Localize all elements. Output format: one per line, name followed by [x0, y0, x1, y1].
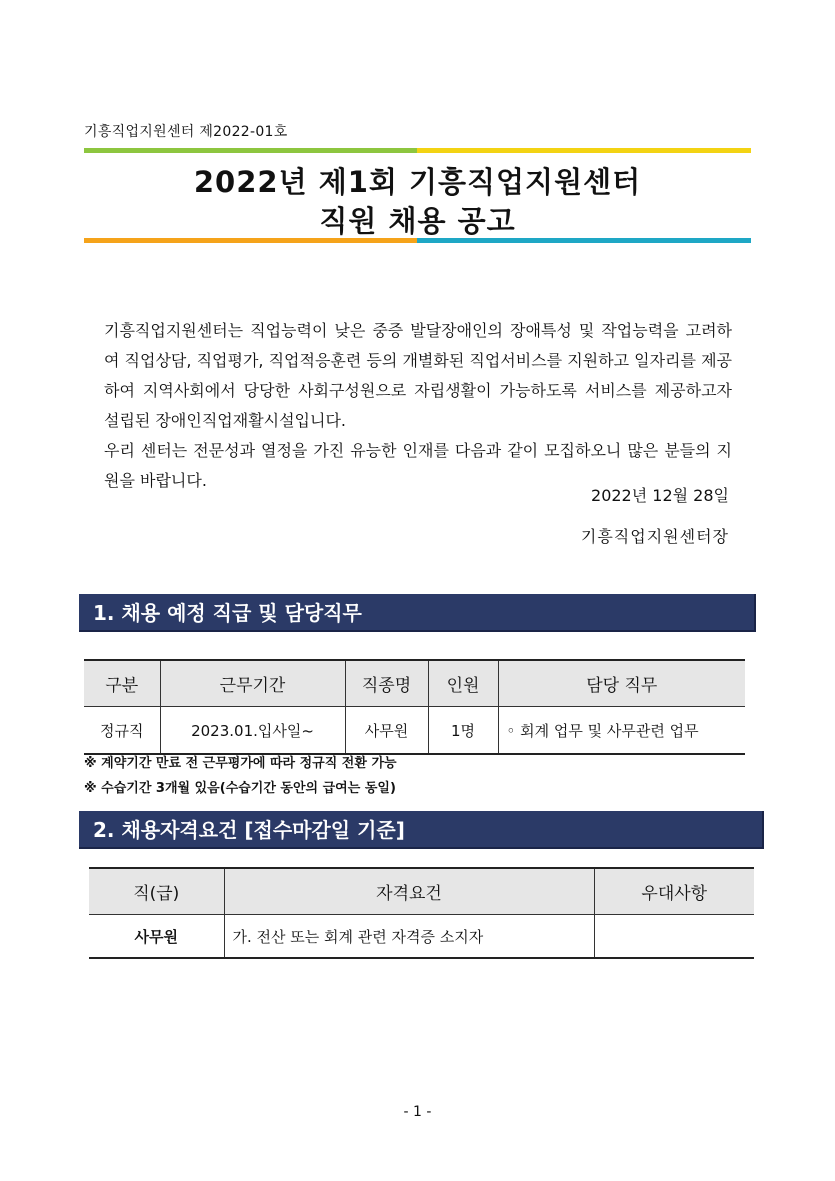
header-requirements: 자격요건: [224, 868, 594, 915]
header-category: 구분: [84, 660, 160, 707]
header-job-title: 직종명: [345, 660, 428, 707]
bottom-bar-orange: [84, 238, 417, 243]
cell-headcount: 1명: [428, 707, 498, 755]
note-conversion: ※ 계약기간 만료 전 근무평가에 따라 정규직 전환 가능: [84, 756, 397, 771]
note-probation: ※ 수습기간 3개월 있음(수습기간 동안의 급여는 동일): [84, 781, 396, 796]
positions-table: [84, 659, 745, 755]
table-header-row: [89, 868, 754, 915]
page-number: - 1 -: [403, 1104, 432, 1120]
top-bar-green: [84, 148, 417, 153]
cell-job-title: 사무원: [345, 707, 428, 755]
announcement-date: 2022년 12월 28일: [591, 486, 729, 505]
header-period: 근무기간: [160, 660, 345, 707]
header-grade: 직(급): [89, 868, 224, 915]
document-number: 기흥직업지원센터 제2022-01호: [84, 124, 288, 140]
table-header-row: [84, 660, 745, 707]
section1-heading: 1. 채용 예정 직급 및 담당직무: [79, 594, 756, 632]
cell-preferences: [594, 915, 754, 959]
intro-paragraph-1: 기흥직업지원센터는 직업능력이 낮은 중증 발달장애인의 장애특성 및 작업능력을 고려하여 직업상담, 직업평가, 직업적응훈련 등의 개별화된 직업서비스를 지원하고 일자리를 제공하여 지역사회에서 당당한 사회구성원으로 자립생활이 가능하도록 서비스를 제공하고자 설립된 장애인직업재활시설입니다.: [104, 321, 732, 430]
qualifications-table: [89, 867, 754, 959]
cell-grade: 사무원: [89, 915, 224, 959]
intro-text: [104, 316, 732, 496]
header-duties: 담당 직무: [498, 660, 745, 707]
cell-category: 정규직: [84, 707, 160, 755]
header-headcount: 인원: [428, 660, 498, 707]
page-title-line1: 2022년 제1회 기흥직업지원센터: [193, 165, 642, 199]
table-row: [89, 915, 754, 959]
bottom-bar-teal: [417, 238, 751, 243]
intro-paragraph-2: 우리 센터는 전문성과 열정을 가진 유능한 인재를 다음과 같이 모집하오니 많은 분들의 지원을 바랍니다.: [104, 441, 732, 490]
header-preferences: 우대사항: [594, 868, 754, 915]
page-title-line2: 직원 채용 공고: [319, 204, 516, 238]
cell-requirements: 가. 전산 또는 회계 관련 자격증 소지자: [224, 915, 594, 959]
cell-period: 2023.01.입사일~: [160, 707, 345, 755]
top-bar-yellow: [417, 148, 751, 153]
section2-heading: 2. 채용자격요건 [접수마감일 기준]: [79, 811, 764, 849]
table-row: [84, 707, 745, 755]
cell-duties: ◦ 회계 업무 및 사무관련 업무: [498, 707, 745, 755]
signer: 기흥직업지원센터장: [580, 527, 729, 546]
